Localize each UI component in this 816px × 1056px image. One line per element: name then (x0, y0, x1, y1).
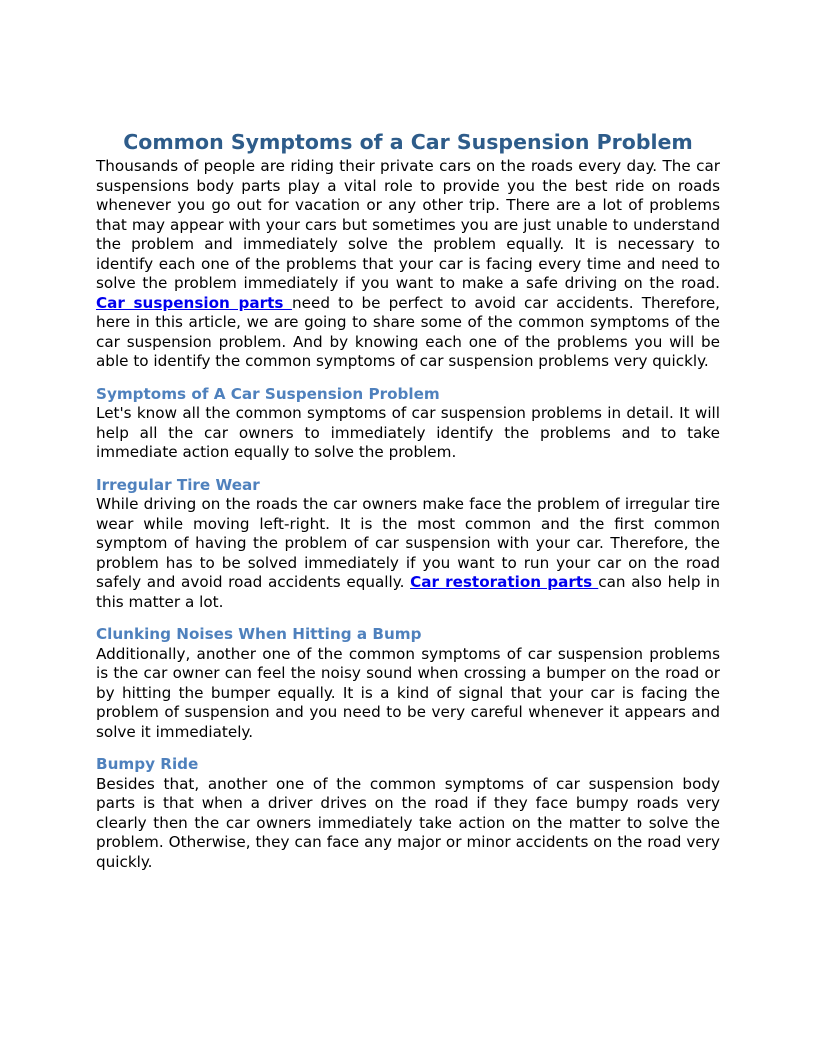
tire-wear-text-before-link: While driving on the roads the car owners make face the problem of irregular tire wear while moving left-right. It is the most common and the first common symptom of having the problem of car suspension with your car. Therefore, the problem has to be solved immediately if you want to run your car on the road safely and avoid road accidents equally. (96, 495, 720, 591)
clunking-heading: Clunking Noises When Hitting a Bump (96, 625, 422, 643)
clunking-paragraph: Additionally, another one of the common symptoms of car suspension problems is the car owner can feel the noisy sound when crossing a bumper on the road or by hitting the bumper equally. It is a kind of signal that your car is facing the problem of suspension and you need to be very careful whenever it appears and solve it immediately. (96, 644, 720, 741)
intro-text-before-link: Thousands of people are riding their private cars on the roads every day. The car suspensions body parts play a vital role to provide you the best ride on roads whenever you go out for vacation or any other trip. There are a lot of problems that may appear with your cars but sometimes you are just unable to understand the problem and immediately solve the problem equally. It is necessary to identify each one of the problems that your car is facing every time and need to solve the problem immediately if you want to make a safe driving on the road. (96, 157, 720, 292)
tire-wear-text-after-link: can also help in this matter a lot. (96, 573, 720, 611)
document-page (96, 128, 720, 872)
car-restoration-parts-link[interactable]: Car restoration parts (410, 573, 599, 591)
tire-wear-paragraph (96, 495, 720, 612)
symptoms-paragraph: Let's know all the common symptoms of car suspension problems in detail. It will help all the car owners to immediately identify the problems and to take immediate action equally to solve the problem. (96, 404, 720, 461)
tire-wear-heading: Irregular Tire Wear (96, 475, 260, 494)
symptoms-heading: Symptoms of A Car Suspension Problem (96, 384, 440, 403)
bumpy-ride-paragraph: Besides that, another one of the common symptoms of car suspension body parts is that when a driver drives on the road if they face bumpy roads very clearly then the car owners immediately take action on the matter to solve the problem. Otherwise, they can face any major or minor accidents on the road very quickly. (96, 774, 720, 871)
page-title: Common Symptoms of a Car Suspension Problem (123, 130, 693, 154)
bumpy-ride-heading: Bumpy Ride (96, 755, 199, 773)
car-suspension-parts-link[interactable]: Car suspension parts (96, 293, 293, 312)
intro-paragraph (96, 157, 720, 372)
intro-text-after-link: need to be perfect to avoid car accidents. Therefore, here in this article, we are going to share some of the common symptoms of the car suspension problem. And by knowing each one of the problems you will be able to identify the common symptoms of car suspension problems very quickly. (96, 293, 720, 370)
